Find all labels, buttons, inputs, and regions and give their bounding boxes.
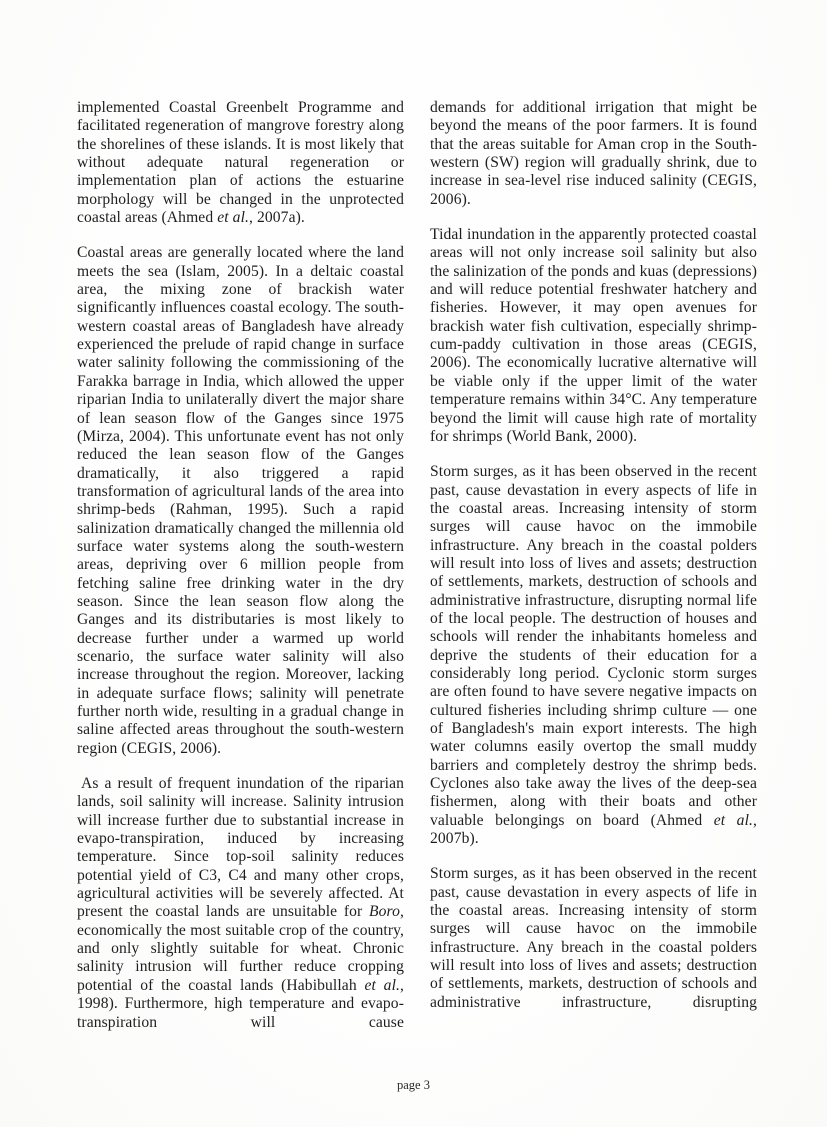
right-column [430, 99, 757, 1032]
two-column-text [77, 99, 757, 1032]
page-number: page 3 [397, 1078, 430, 1092]
paragraph-right-3: Storm surges, as it has been observed in the recent past, cause devastation in every aspects of life in the coastal areas. Increasing intensity of storm surges will cause havoc on the immobile infrastructure. Any breach in the coastal polders will result into loss of lives and assets; destruction of settlements, markets, destruction of schools and administrative infrastructure, disrupting normal life of the local people. The destruction of houses and schools will render the inhabitants homeless and deprive the students of their education for a considerably long period. Cyclonic storm surges are often found to have severe negative impacts on cultured fisheries including shrimp culture — one of Bangladesh's main export interests. The high water columns easily overtop the small muddy barriers and completely destroy the shrimp beds. Cyclones also take away the lives of the deep-sea fishermen, along with their boats and other valuable belongings on board (Ahmed et al., 2007b). [430, 463, 758, 848]
paragraph-right-4: Storm surges, as it has been observed in the recent past, cause devastation in every aspects of life in the coastal areas. Increasing intensity of storm surges will cause havoc on the immobile infrastructure. Any breach in the coastal polders will result into loss of lives and assets; destruction of settlements, markets, destruction of schools and administrative infrastructure, disrupting [430, 865, 757, 1011]
paragraph-left-3: As a result of frequent inundation of the riparian lands, soil salinity will increase. Salinity intrusion will increase further due to substantial increase in evapo-transpiration, induced by increasing temperature. Since top-soil salinity reduces potential yield of C3, C4 and many other crops, agricultural activities will be severely affected. At present the coastal lands are unsuitable for Boro, economically the most suitable crop of the country, and only slightly suitable for wheat. Chronic salinity intrusion will further reduce cropping potential of the coastal lands (Habibullah et al., 1998). Furthermore, high temperature and evapo-transpiration will cause [77, 775, 404, 1031]
left-column [77, 99, 404, 1032]
paragraph-right-2: Tidal inundation in the apparently protected coastal areas will not only increase soil salinity but also the salinization of the ponds and kuas (depressions) and will reduce potential freshwater hatchery and fisheries. However, it may open avenues for brackish water fish cultivation, especially shrimp-cum-paddy cultivation in those areas (CEGIS, 2006). The economically lucrative alternative will be viable only if the upper limit of the water temperature remains within 34°C. Any temperature beyond the limit will cause high rate of mortality for shrimps (World Bank, 2000). [430, 226, 757, 445]
paragraph-right-1: demands for additional irrigation that might be beyond the means of the poor farmers. It is found that the areas suitable for Aman crop in the South-western (SW) region will gradually shrink, due to increase in sea-level rise induced salinity (CEGIS, 2006). [430, 99, 757, 208]
paragraph-left-1: implemented Coastal Greenbelt Programme and facilitated regeneration of mangrove forestry along the shorelines of these islands. It is most likely that without adequate natural regeneration or implementation plan of actions the estuarine morphology will be changed in the unprotected coastal areas (Ahmed et al., 2007a). [77, 99, 404, 227]
paragraph-left-2: Coastal areas are generally located where the land meets the sea (Islam, 2005). In a deltaic coastal area, the mixing zone of brackish water significantly influences coastal ecology. The south-western coastal areas of Bangladesh have already experienced the prelude of rapid change in surface water salinity following the commissioning of the Farakka barrage in India, which allowed the upper riparian India to unilaterally divert the major share of lean season flow of the Ganges since 1975 (Mirza, 2004). This unfortunate event has not only reduced the lean season flow of the Ganges dramatically, it also triggered a rapid transformation of agricultural lands of the area into shrimp-beds (Rahman, 1995). Such a rapid salinization dramatically changed the millennia old surface water systems along the south-western areas, depriving over 6 million people from fetching saline free drinking water in the dry season. Since the lean season flow along the Ganges and its distributaries is most likely to decrease further under a warmed up world scenario, the surface water salinity will also increase throughout the region. Moreover, lacking in adequate surface flows; salinity will penetrate further north wide, resulting in a gradual change in saline affected areas throughout the south-western region (CEGIS, 2006). [77, 244, 404, 757]
